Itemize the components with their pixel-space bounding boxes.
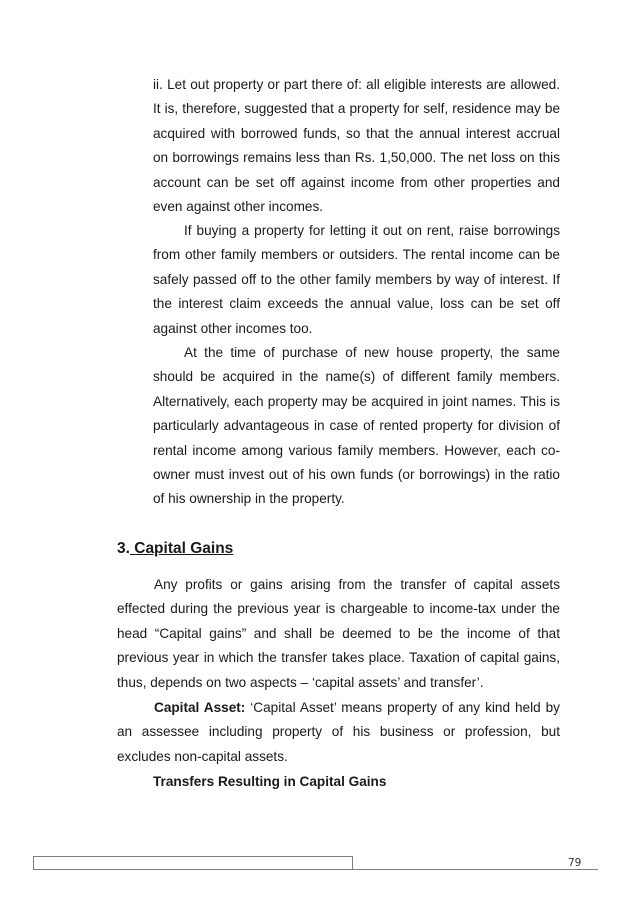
footer-rule bbox=[33, 869, 598, 870]
section-heading bbox=[117, 540, 233, 558]
section-number: 3. bbox=[117, 540, 130, 557]
paragraph-profits-gains: Any profits or gains arising from the transfer of capital assets effected during the previous year is chargeable to income-tax under the head “Capital gains” and shall be deemed to be the income of that previous year in which the transfer takes place. Taxation of capital gains, thus, depends on two aspects – ‘capital assets’ and transfer’. bbox=[117, 577, 560, 690]
page-footer bbox=[33, 856, 598, 870]
paragraph-capital-asset bbox=[117, 696, 560, 769]
paragraph-purchase-house: At the time of purchase of new house property, the same should be acquired in the name(s) of different family members. Alternatively, each property may be acquired in joint names. This is particularly advantageous in case of rented property for division of rental income among various family members. However, each co-owner must invest out of his own funds (or borrowings) in the ratio of his ownership in the property. bbox=[153, 345, 560, 507]
subheading-transfers: Transfers Resulting in Capital Gains bbox=[153, 774, 387, 789]
page-number: 79 bbox=[568, 857, 582, 869]
paragraph-let-out-property: ii. Let out property or part there of: all eligible interests are allowed. It is, therefore, suggested that a property for self, residence may be acquired with borrowed funds, so that the annual interest accrual on borrowings remains less than Rs. 1,50,000. The net loss on this account can be set off against income from other properties and even against other incomes. bbox=[153, 77, 560, 215]
footer-box bbox=[33, 856, 353, 870]
capital-asset-definition: ‘Capital Asset’ means property of any kind held by an assessee including property of his business or profession, but excludes non-capital assets. bbox=[117, 700, 560, 764]
paragraph-buying-property: If buying a property for letting it out on rent, raise borrowings from other family members or outsiders. The rental income can be safely passed off to the other family members by way of interest. If the interest claim exceeds the annual value, loss can be set off against other incomes too. bbox=[153, 223, 560, 336]
capital-asset-label: Capital Asset: bbox=[154, 700, 246, 715]
section-title: Capital Gains bbox=[129, 540, 234, 557]
